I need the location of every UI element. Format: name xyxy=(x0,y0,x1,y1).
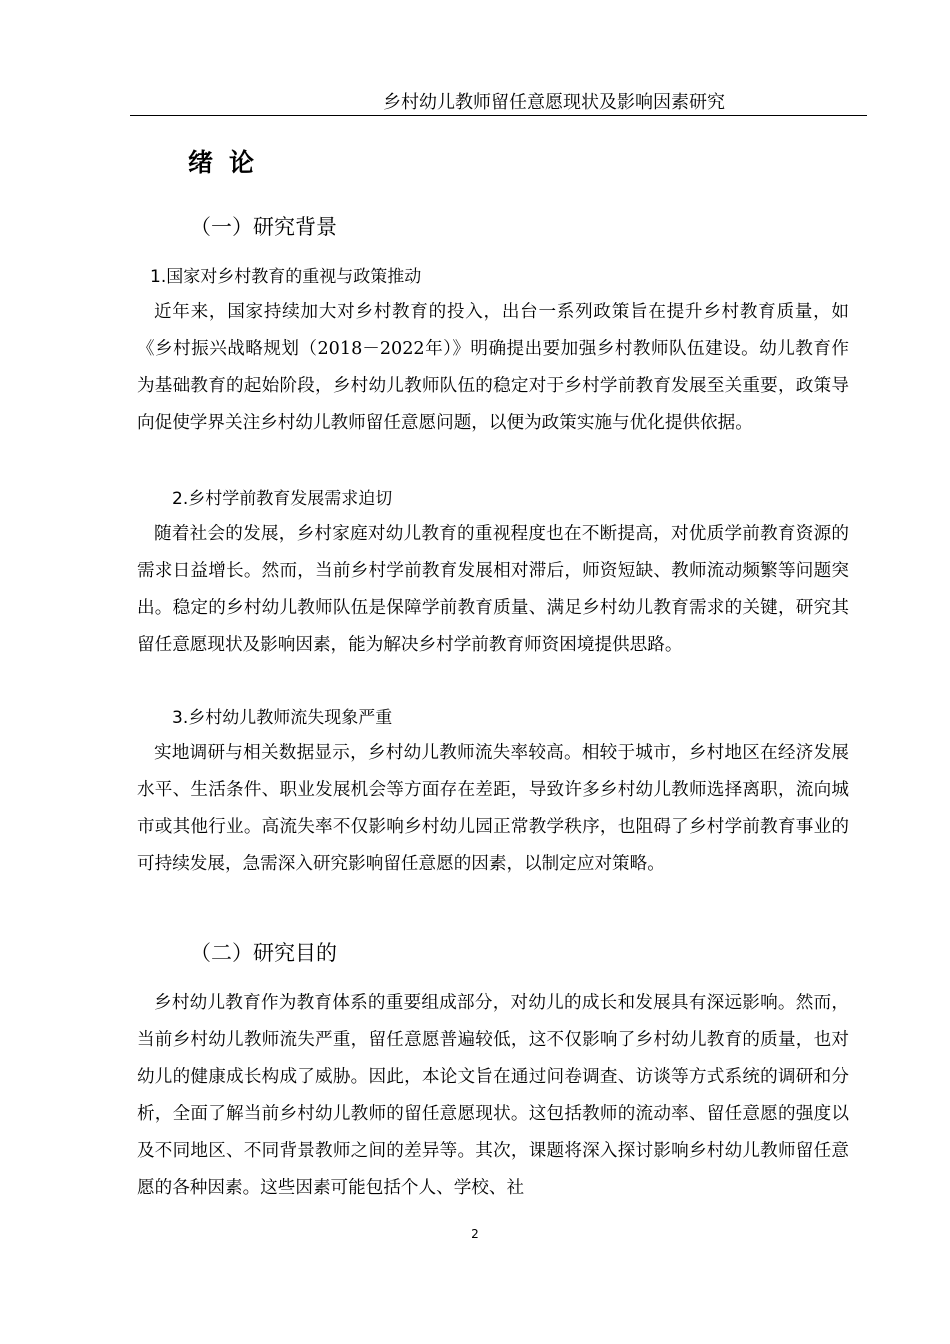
subsection-title-attrition: 3.乡村幼儿教师流失现象严重 xyxy=(172,708,393,728)
chapter-title: 绪论 xyxy=(188,148,271,177)
paragraph-policy: 近年来，国家持续加大对乡村教育的投入，出台一系列政策旨在提升乡村教育质量，如《乡村振兴战略规划（2018－2022年）》明确提出要加强乡村教师队伍建设。幼儿教育作为基础教育的起始阶段，乡村幼儿教师队伍的稳定对于乡村学前教育发展至关重要，政策导向促使学界关注乡村幼儿教师留任意愿问题，以便为政策实施与优化提供依据。 xyxy=(137,302,849,433)
paragraph-demand: 随着社会的发展，乡村家庭对幼儿教育的重视程度也在不断提高，对优质学前教育资源的需求日益增长。然而，当前乡村学前教育发展相对滞后，师资短缺、教师流动频繁等问题突出。稳定的乡村幼儿教师队伍是保障学前教育质量、满足乡村幼儿教育需求的关键，研究其留任意愿现状及影响因素，能为解决乡村学前教育师资困境提供思路。 xyxy=(137,524,849,655)
header-rule xyxy=(130,115,867,116)
paragraph-attrition: 实地调研与相关数据显示，乡村幼儿教师流失率较高。相较于城市，乡村地区在经济发展水平、生活条件、职业发展机会等方面存在差距，导致许多乡村幼儿教师选择离职，流向城市或其他行业。高流失率不仅影响乡村幼儿园正常教学秩序，也阻碍了乡村学前教育事业的可持续发展，急需深入研究影响留任意愿的因素，以制定应对策略。 xyxy=(137,743,849,874)
section-title-purpose: （二）研究目的 xyxy=(190,941,337,965)
section-title-background: （一）研究背景 xyxy=(190,215,337,239)
subsection-title-policy: 1.国家对乡村教育的重视与政策推动 xyxy=(150,267,422,287)
paragraph-purpose: 乡村幼儿教育作为教育体系的重要组成部分，对幼儿的成长和发展具有深远影响。然而，当前乡村幼儿教师流失严重，留任意愿普遍较低，这不仅影响了乡村幼儿教育的质量，也对幼儿的健康成长构成了威胁。因此，本论文旨在通过问卷调查、访谈等方式系统的调研和分析，全面了解当前乡村幼儿教师的留任意愿现状。这包括教师的流动率、留任意愿的强度以及不同地区、不同背景教师之间的差异等。其次，课题将深入探讨影响乡村幼儿教师留任意愿的各种因素。这些因素可能包括个人、学校、社 xyxy=(137,993,849,1198)
page-number: 2 xyxy=(471,1227,479,1241)
running-header-title: 乡村幼儿教师留任意愿现状及影响因素研究 xyxy=(383,92,725,113)
subsection-title-demand: 2.乡村学前教育发展需求迫切 xyxy=(172,489,393,509)
